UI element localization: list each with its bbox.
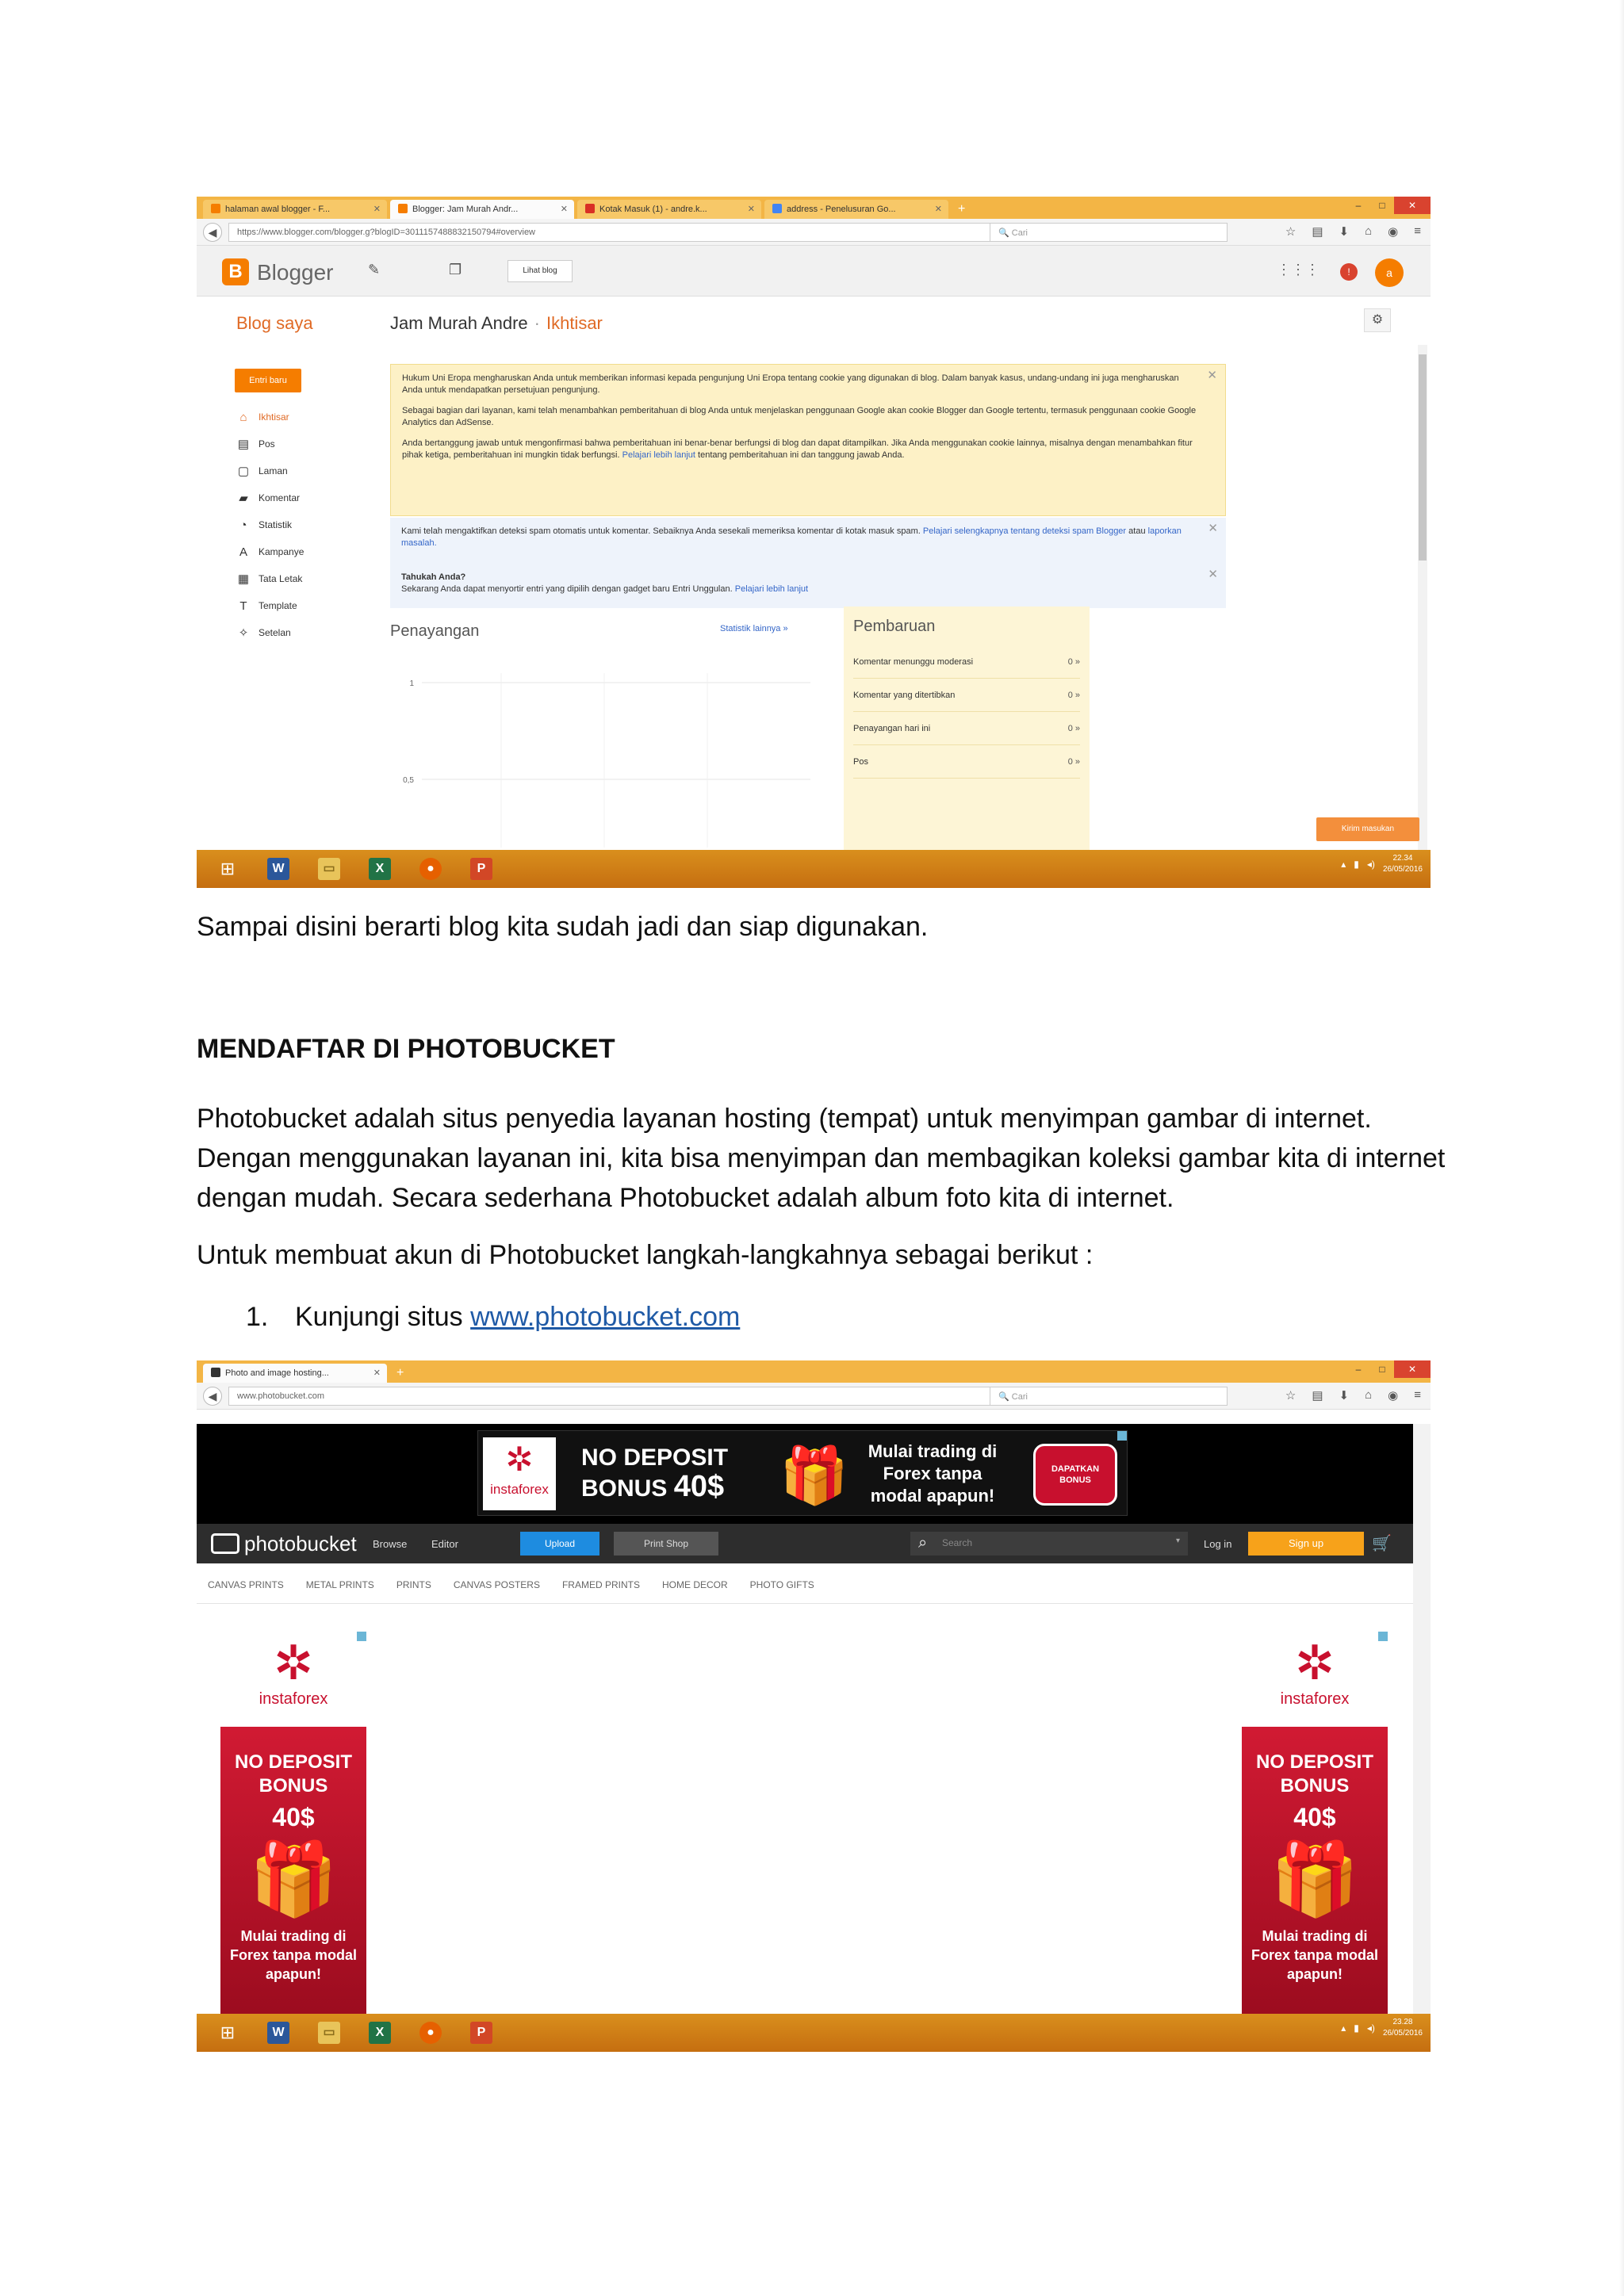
camera-icon [211,1533,239,1554]
windows-taskbar [197,2014,1431,2052]
template-icon: T [239,599,247,613]
notice-text [401,526,1199,549]
sidebar-item-campaign[interactable] [236,538,355,565]
photobucket-logo[interactable] [211,1532,357,1556]
bookmarks-icon[interactable]: ▤ [1312,225,1323,239]
notice-text-part: Anda bertanggung jawab untuk mengonfirmasi bahwa pemberitahuan ini benar-benar berfungsi di blog dan dapat ditampilkan. Jika Anda menggunakan cookie lainnya, misalnya dengan menambahkan fitur pihak ketiga, pemberitahuan ini mungkin tidak berfungsi. [402,438,1193,460]
photobucket-link[interactable]: www.photobucket.com [470,1302,741,1332]
category-link[interactable]: FRAMED PRINTS [561,1579,640,1590]
network-icon[interactable]: ▮ [1354,2022,1359,2034]
ad-choices-icon[interactable] [1117,1431,1127,1441]
learn-more-link[interactable]: Pelajari lebih lanjut [734,584,809,594]
system-tray [1341,853,1423,875]
browser-toolbar-icons [1285,1388,1421,1402]
update-row[interactable] [853,679,1080,712]
excel-icon[interactable]: X [357,2017,403,2049]
notice-text [402,438,1198,461]
clock-date: 26/05/2016 [1382,865,1423,874]
browse-link[interactable]: Browse [373,1538,408,1550]
notice-text-part: Sekarang Anda dapat menyortir entri yang dipilih dengan gadget baru Entri Unggulan. [401,584,733,594]
sidebar-item-label: Template [259,600,297,611]
breadcrumb [390,313,603,334]
maximize-icon[interactable]: □ [1379,1364,1385,1375]
powerpoint-icon[interactable]: P [458,853,504,885]
ad-subtext: Mulai trading di Forex tanpa modal apapun! [868,1441,998,1506]
ad-line: NO DEPOSIT [1255,1751,1374,1773]
ad-headline [581,1444,728,1503]
address-bar[interactable]: https://www.blogger.com/blogger.g?blogID=3011157488832150794#overview [228,223,1021,242]
close-icon[interactable]: ✕ [934,205,942,214]
search-placeholder: Cari [1011,228,1028,238]
photobucket-screenshot [197,1360,1431,2052]
tab-label: address - Penelusuran Go... [787,205,896,214]
ad-amount: 40$ [272,1803,315,1831]
browser-tab[interactable] [203,200,387,219]
powerpoint-icon[interactable]: P [458,2017,504,2049]
close-icon[interactable]: ✕ [1207,369,1217,382]
browser-tab[interactable] [764,200,948,219]
report-problem-link[interactable]: laporkan masalah. [401,526,1182,548]
update-count: 0 » [1067,723,1080,733]
search-placeholder: Search [942,1537,973,1548]
my-blogs-link[interactable]: Blog saya [236,313,313,333]
list-item-text: Kunjungi situs [295,1302,463,1332]
instaforex-logo [1242,1632,1388,1727]
bookmarks-icon[interactable]: ▤ [1312,1389,1323,1402]
file-explorer-icon[interactable]: ▭ [306,2017,352,2049]
ad-body [220,1727,366,2014]
send-feedback-button[interactable]: Kirim masukan [1316,817,1419,841]
blogger-header [197,246,1431,297]
update-label: Komentar yang ditertibkan [853,690,956,700]
ad-brand: instaforex [259,1690,328,1708]
sidebar-item-label: Tata Letak [259,573,303,584]
avatar[interactable]: a [1375,258,1404,287]
menu-icon[interactable]: ≡ [1414,224,1421,238]
sidebar-item-label: Statistik [259,519,293,530]
scrollbar-thumb[interactable] [1419,354,1427,561]
ad-brand: instaforex [490,1482,549,1497]
chevron-down-icon[interactable]: ▾ [1175,1536,1180,1545]
browser-tab-bar [197,1360,1431,1383]
minimize-icon[interactable]: – [1355,200,1362,211]
sidebar-item-pages[interactable] [236,457,355,484]
sidebar-item-layout[interactable] [236,565,355,592]
sidebar-item-posts[interactable] [236,430,355,457]
browser-toolbar-icons [1285,224,1421,239]
notice-text [401,572,1199,595]
sidebar-item-label: Komentar [259,492,301,503]
home-icon[interactable]: ⌂ [1365,1388,1373,1402]
comments-icon: ▰ [239,492,248,505]
window-close-icon[interactable]: ✕ [1394,1360,1431,1378]
sync-icon[interactable]: ◉ [1388,1389,1399,1402]
address-bar[interactable]: www.photobucket.com [228,1387,1021,1406]
minimize-icon[interactable]: – [1355,1364,1362,1375]
instaforex-symbol-icon: ✲ [273,1636,314,1689]
blog-name[interactable]: Jam Murah Andre [390,313,528,333]
campaign-icon: A [239,545,247,559]
pageviews-chart [398,649,810,848]
notice-text: Sebagai bagian dari layanan, kami telah menambahkan pemberitahuan di blog Anda untuk menjelaskan penggunaan Google akan cookie Blogger dan Google tertentu, termasuk penggunaan cookie Google Analytics dan AdSense. [402,406,1197,427]
breadcrumb-separator: · [534,313,540,333]
signup-button[interactable]: Sign up [1248,1532,1364,1556]
breadcrumb-current: Ikhtisar [546,313,603,333]
pencil-icon[interactable]: ✎ [368,262,381,277]
paragraph-photobucket-intro: Photobucket adalah situs penyedia layanan hosting (tempat) untuk menyimpan gambar di internet. Dengan menggunakan layanan ini, kita bisa menyimpan dan membagikan koleksi gambar kita di internet dengan mudah. Secara sederhana Photobucket adalah album foto kita di internet. [197,1104,1446,1213]
tab-label: Kotak Masuk (1) - andre.k... [599,205,707,214]
ad-choices-icon[interactable] [1378,1632,1388,1641]
download-icon[interactable]: ⬇ [1339,1389,1350,1402]
blogger-sidebar [236,404,355,646]
divider [197,1603,1413,1604]
blogger-subheader [197,297,1431,345]
browser-tab-active[interactable] [390,200,574,219]
category-link[interactable]: CANVAS POSTERS [453,1579,540,1590]
sidebar-item-settings[interactable] [236,619,355,646]
side-banner-ad-left[interactable] [220,1632,366,2014]
browser-search-input[interactable]: 🔍 Cari [990,223,1228,242]
star-icon[interactable]: ☆ [1285,1389,1297,1402]
photobucket-nav [197,1524,1413,1563]
photobucket-page [197,1424,1413,2014]
browser-nav-bar [197,1383,1431,1410]
print-shop-button[interactable]: Print Shop [614,1532,718,1556]
notice-text-part: atau [1128,526,1146,536]
browser-tab-active[interactable] [203,1364,387,1383]
scrollbar[interactable] [1413,1424,1431,2014]
gift-icon: 🎁 [779,1445,849,1506]
learn-more-link[interactable]: Pelajari lebih lanjut [622,450,695,460]
update-label: Komentar menunggu moderasi [853,656,974,667]
excel-icon[interactable]: X [357,853,403,885]
paragraph-blog-done: Sampai disini berarti blog kita sudah jadi dan siap digunakan. [197,912,929,942]
app-name: Blogger [257,260,334,285]
new-tab-icon[interactable]: + [958,202,966,216]
update-label: Pos [853,756,868,767]
clock[interactable] [1383,853,1423,875]
window-close-icon[interactable]: ✕ [1394,197,1431,214]
new-post-button[interactable]: Entri baru [235,369,301,392]
pages-icon: ▢ [237,465,250,478]
volume-icon[interactable]: ◂) [1366,2022,1375,2034]
search-icon: ⌕ [918,1534,928,1552]
updates-title: Pembaruan [853,618,936,635]
posts-icon: ▤ [237,438,250,451]
category-link[interactable]: PRINTS [396,1579,431,1590]
ad-subtext: Mulai trading di Forex tanpa modal apapun! [229,1928,358,1982]
get-bonus-button[interactable]: DAPATKAN BONUS [1033,1444,1117,1506]
editor-link[interactable]: Editor [431,1538,458,1550]
ad-line: BONUS [259,1775,328,1797]
stats-icon: ◔ [239,518,247,532]
category-link[interactable]: PHOTO GIFTS [749,1579,814,1590]
clock-time: 23.28 [1392,2018,1413,2026]
sidebar-item-template[interactable] [236,592,355,619]
volume-icon[interactable]: ◂) [1366,859,1375,870]
browser-nav-bar [197,219,1431,246]
page-edge [1619,0,1624,2296]
search-placeholder: Cari [1011,1392,1028,1402]
gift-icon: 🎁 [248,1840,339,1919]
instaforex-symbol-icon: ✲ [505,1441,534,1478]
blogger-logo-icon[interactable]: B [222,258,249,285]
ad-choices-icon[interactable] [357,1632,366,1641]
paragraph-steps-intro: Untuk membuat akun di Photobucket langkah-langkahnya sebagai berikut : [197,1240,1094,1270]
ad-amount: 40$ [673,1470,725,1503]
update-count: 0 » [1067,656,1080,667]
update-row[interactable] [853,712,1080,745]
ad-amount: 40$ [1293,1803,1336,1831]
clock-time: 22.34 [1392,854,1413,863]
back-icon[interactable]: ◀ [203,1387,222,1406]
instaforex-logo [483,1437,556,1510]
new-tab-icon[interactable]: + [396,1366,404,1380]
sidebar-item-label: Pos [259,438,275,450]
updates-panel [844,607,1090,852]
ad-line: NO DEPOSIT [234,1751,353,1773]
windows-start-icon[interactable]: ⊞ [220,859,236,878]
ad-subtext: Mulai trading di Forex tanpa modal apapun! [1251,1928,1379,1982]
y-tick-label: 1 [409,679,414,688]
update-row[interactable] [853,645,1080,679]
scrollbar[interactable] [1418,345,1427,850]
windows-start-icon[interactable]: ⊞ [220,2022,236,2042]
update-row[interactable] [853,745,1080,779]
firefox-icon[interactable]: ● [408,2017,454,2049]
star-icon[interactable]: ☆ [1285,225,1297,239]
back-icon[interactable]: ◀ [203,223,222,242]
close-icon[interactable]: ✕ [1208,522,1218,535]
cart-icon[interactable]: 🛒 [1372,1535,1392,1552]
notice-title: Tahukah Anda? [401,572,466,582]
tab-favicon-icon [772,204,782,213]
clock[interactable] [1383,2017,1423,2039]
category-link[interactable]: HOME DECOR [661,1579,728,1590]
word-icon[interactable]: W [255,2017,301,2049]
section-heading: MENDAFTAR DI PHOTOBUCKET [197,1034,615,1064]
copy-icon[interactable]: ❐ [449,262,462,277]
sidebar-item-label: Setelan [259,627,291,638]
category-link[interactable]: METAL PRINTS [305,1579,374,1590]
upload-button[interactable]: Upload [520,1532,599,1556]
apps-grid-icon[interactable]: ⋮⋮⋮ [1277,262,1320,277]
logo-text: photobucket [244,1532,357,1556]
ad-body [1242,1727,1388,2014]
home-icon: ⌂ [239,410,247,424]
notification-icon[interactable]: ! [1340,263,1358,281]
spam-notice [390,518,1226,564]
update-count: 0 » [1067,756,1080,767]
gift-icon: 🎁 [1270,1840,1360,1919]
wrench-icon: ✧ [238,626,249,640]
ad-line: NO DEPOSIT [581,1445,729,1471]
network-icon[interactable]: ▮ [1354,859,1359,870]
blogger-main [197,345,1431,850]
ad-line: BONUS [1280,1775,1350,1797]
tab-favicon-icon [211,204,220,213]
notice-text: Hukum Uni Eropa mengharuskan Anda untuk memberikan informasi kepada pengunjung Uni Eropa tentang cookie yang digunakan di blog. Dalam banyak kasus, undang-undang ini juga mengharuskan Anda untuk mendapatkan persetujuan pengunjung. [402,373,1179,395]
tab-favicon-icon [211,1368,220,1377]
category-link[interactable]: CANVAS PRINTS [208,1579,284,1590]
tray-arrow-icon[interactable]: ▴ [1341,2022,1346,2034]
window-controls [1346,197,1431,216]
close-icon[interactable]: ✕ [1208,568,1218,581]
sync-icon[interactable]: ◉ [1388,225,1399,239]
category-nav [208,1579,814,1590]
tab-label: Photo and image hosting... [225,1368,329,1378]
menu-icon[interactable]: ≡ [1414,1388,1421,1402]
update-label: Penayangan hari ini [853,723,931,733]
instaforex-logo [220,1632,366,1727]
firefox-icon[interactable]: ● [408,853,454,885]
system-tray [1341,2017,1423,2039]
search-input[interactable] [910,1532,1188,1556]
spam-learn-more-link[interactable]: Pelajari selengkapnya tentang deteksi spam Blogger [922,526,1127,536]
window-controls [1346,1360,1431,1380]
home-icon[interactable]: ⌂ [1365,224,1373,238]
word-icon[interactable]: W [255,853,301,885]
windows-taskbar [197,850,1431,888]
sidebar-item-label: Kampanye [259,546,304,557]
sidebar-item-label: Laman [259,465,288,476]
ad-strip [197,1424,1413,1524]
list-number: 1. [246,1302,269,1332]
sidebar-item-stats[interactable] [236,511,355,538]
tab-favicon-icon [585,204,595,213]
cookie-notice [390,364,1226,516]
sidebar-item-comments[interactable] [236,484,355,511]
notice-text-part: Kami telah mengaktifkan deteksi spam otomatis untuk komentar. Sebaiknya Anda sesekali memeriksa komentar di kotak masuk spam. [401,526,921,536]
instaforex-symbol-icon: ✲ [1294,1636,1335,1689]
maximize-icon[interactable]: □ [1379,200,1385,211]
view-blog-button[interactable]: Lihat blog [508,260,573,282]
tab-label: halaman awal blogger - F... [225,205,331,214]
file-explorer-icon[interactable]: ▭ [306,853,352,885]
sidebar-item-overview[interactable] [236,404,355,430]
blogger-screenshot [197,197,1431,888]
close-icon[interactable]: ✕ [373,1368,381,1378]
side-banner-ad-right[interactable] [1242,1632,1388,2014]
instaforex-banner-ad[interactable] [477,1430,1128,1516]
login-link[interactable]: Log in [1204,1538,1232,1550]
browser-tab-bar [197,197,1431,219]
close-icon[interactable]: ✕ [560,205,568,214]
tab-favicon-icon [398,204,408,213]
list-item [246,1297,740,1337]
browser-tab[interactable] [577,200,761,219]
update-count: 0 » [1067,690,1080,700]
more-stats-link[interactable]: Statistik lainnya » [720,624,788,633]
gear-icon[interactable]: ⚙ [1364,308,1391,332]
pageviews-title: Penayangan [390,622,480,640]
sidebar-item-label: Ikhtisar [259,411,289,423]
did-you-know-notice [390,564,1226,608]
clock-date: 26/05/2016 [1382,2029,1423,2038]
tab-label: Blogger: Jam Murah Andr... [412,205,519,214]
ad-brand: instaforex [1280,1690,1350,1708]
browser-search-input[interactable]: 🔍 Cari [990,1387,1228,1406]
layout-icon: ▦ [237,572,250,586]
y-tick-label: 0,5 [403,776,414,785]
close-icon[interactable]: ✕ [373,205,381,214]
ad-line: BONUS [581,1475,668,1502]
close-icon[interactable]: ✕ [747,205,755,214]
notice-text-part: tentang pemberitahuan ini dan tanggung jawab Anda. [698,450,905,460]
download-icon[interactable]: ⬇ [1339,225,1350,239]
tray-arrow-icon[interactable]: ▴ [1341,859,1346,870]
